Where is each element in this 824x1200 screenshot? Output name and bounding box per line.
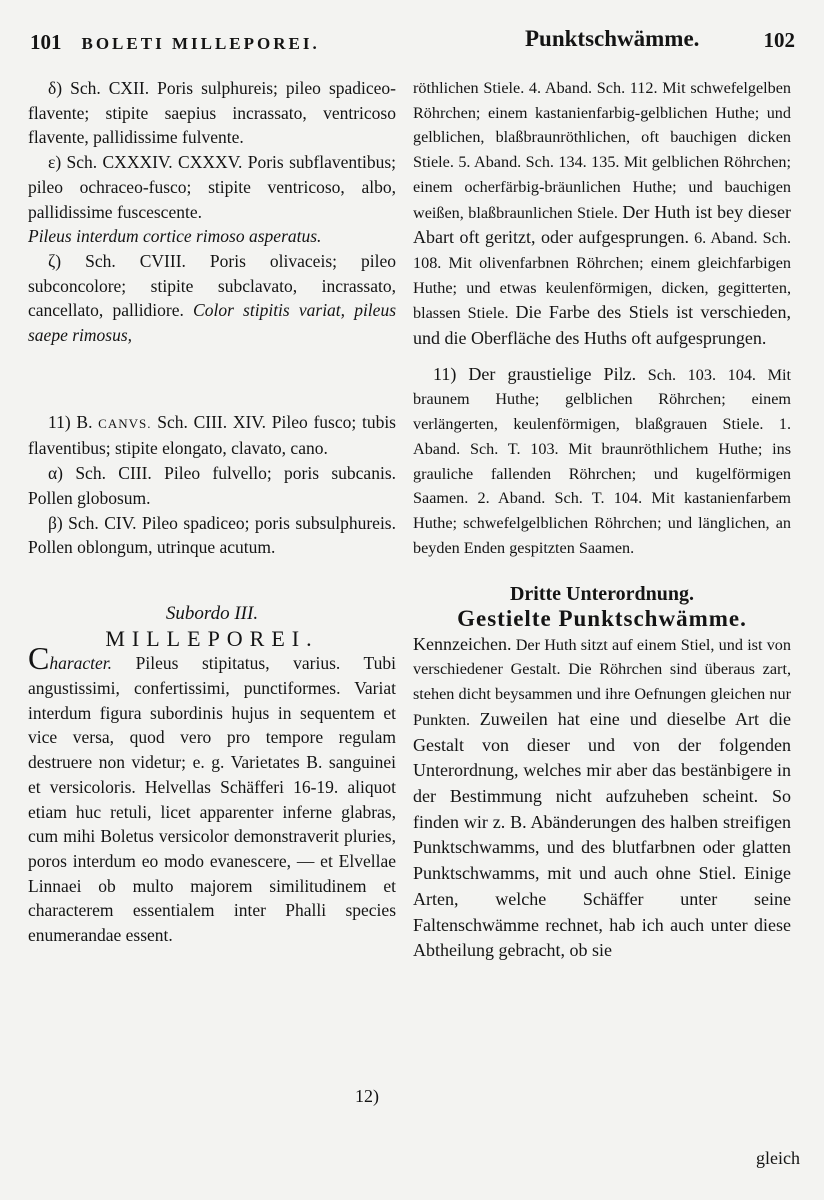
german-kennzeichen-label: Kennzeichen.	[413, 633, 512, 654]
right-running-title: Punktschwämme.	[525, 26, 700, 51]
german-catchword: gleich	[756, 1148, 800, 1168]
latin-section-heading: MILLEPOREI.	[105, 625, 319, 651]
latin-drop-cap: C	[28, 640, 50, 677]
latin-column	[28, 76, 396, 948]
latin-variety-zeta	[28, 249, 396, 348]
right-page-header	[525, 26, 795, 52]
german-kennzeichen-paragraph	[413, 632, 791, 964]
latin-variety-epsilon: ε) Sch. CXXXIV. CXXXV. Poris subflaventibus; pileo ochraceo-fusco; stipite ventricoso, albo, pallidissime fuscescente.	[28, 152, 396, 222]
german-section-heading: Gestielte Punktschwämme.	[457, 606, 747, 632]
latin-species-11	[28, 410, 396, 461]
left-page-header	[30, 30, 320, 55]
right-page-number: 102	[763, 28, 795, 52]
german-species-11-text: Sch. 103. 104. Mit braunem Huthe; gelblichen Röhrchen; einem verlängerten, keulenförmigen, blaßgrauen Stiele. 1. Aband. Sch. T. 103. Mit braunröthlichem Huthe; ins grauliche fallenden Röhrchen; und kugelförmigen Saamen. 2. Aband. Sch. T. 104. Mit kastanienfarbem Huthe; schwefelgelblichen Röhrchen; und länglichen, an beyden Enden gespitzten Saamen.	[413, 365, 791, 557]
left-page-number: 101	[30, 30, 62, 54]
latin-variety-zeta-text: ζ) Sch. CVIII. Poris olivaceis; pileo subconcolore; stipite subclavato, incrassato, cancellato, pallidiore.	[28, 250, 396, 321]
latin-subordo-heading: Subordo III.	[165, 602, 259, 624]
latin-character-label: haracter.	[49, 653, 113, 674]
german-kennzeichen-text: Der Huth sitzt auf einem Stiel, und ist von verschiedener Gestalt. Die Röhrchen sind überaus zart, stehen dicht beysammen und ihre Oefnungen gleichen nur Punkten.	[413, 635, 791, 729]
german-varieties-note-2: Die Farbe des Stiels ist verschieden, und die Oberfläche des Huths oft aufgesprungen.	[413, 302, 791, 349]
german-subordo-heading: Dritte Unterordnung.	[509, 583, 695, 606]
latin-species-11-name: CANVS.	[98, 415, 152, 431]
latin-character-paragraph	[28, 640, 396, 947]
german-varieties-note: Der Huth ist bey dieser Abart oft geritzt, oder aufgesprungen.	[413, 201, 791, 248]
german-varieties-paragraph	[413, 76, 791, 352]
latin-species-11-number: 11) B.	[48, 411, 99, 432]
german-column	[413, 76, 791, 964]
latin-variety-beta: β) Sch. CIV. Pileo spadiceo; poris subsulphureis. Pollen oblongum, utrinque acutum.	[28, 512, 396, 558]
left-running-title: BOLETI MILLEPOREI.	[81, 34, 320, 53]
german-species-11	[413, 362, 791, 561]
latin-character-text: Pileus stipitatus, varius. Tubi angustissimi, confertissimi, punctiformes. Variat interdum figura subordinis hujus in sequentem et vice versa, quod vero pro tempore regulam destruere non videtur; e. g. Varietates B. sanguinei et versicoloris. Helvellas Schäfferi 16-19. aliquot etiam huc retuli, licet apparenter inferne glabras, cum mihi Boletus versicolor demonstraverit pluries, poros interdum eo modo evanescere, — et Elvellae Linnaei ob multo majorem similitudinem et characterem essentialem inter Phalli species enumerandae essent.	[28, 653, 396, 946]
latin-species-11-text: Sch. CIII. XIV. Pileo fusco; tubis flaventibus; stipite elongato, clavato, cano.	[28, 411, 396, 459]
german-varieties-text: röthlichen Stiele. 4. Aband. Sch. 112. Mit schwefelgelben Röhrchen; einem kastanienfarbig-gelblichen Huthe; und gelblichen, blaßbraunröthlichen, oft bauchigen dicken Stiele. 5. Aband. Sch. 134. 135. Mit gelblichen Röhrchen; einem ocherfärbig-bräunlichen Huthe; und bauchigen weißen, blaßbraunlichen Stiele.	[413, 79, 791, 222]
latin-note-pileus: Pileus interdum cortice rimoso asperatus.	[28, 226, 322, 247]
latin-variety-alpha: α) Sch. CIII. Pileo fulvello; poris subcanis. Pollen globosum.	[28, 463, 396, 508]
german-varieties-text-2: 6. Aband. Sch. 108. Mit olivenfarbnen Röhrchen; einem gleichfarbigen Huthe; und etwas keulenförmigen, dicken, gegitterten, blassen Stiele.	[413, 229, 791, 323]
latin-variety-delta: δ) Sch. CXII. Poris sulphureis; pileo spadiceo-flavente; stipite saepius incrassato, ventricoso flavente, pallidissime fulvente.	[28, 78, 396, 148]
german-species-11-head: 11) Der graustielige Pilz.	[433, 363, 637, 384]
german-kennzeichen-note: Zuweilen hat eine und dieselbe Art die Gestalt von dieser und von der folgenden Unterordnung, welches mir aber das bestänbigere in der Bestimmung nicht aufzuheben scheint. So finden wir z. B. Abänderungen des halben streifigen Punktschwamms, und des blutfarbnen oder glatten Punktschwamms, mit und auch ohne Stiel. Einige Arten, welche Schäffer unter seine Faltenschwämme rechnet, hab ich auch unter diese Abtheilung gebracht, ob sie	[413, 708, 791, 961]
latin-catchword: 12)	[355, 1086, 379, 1106]
latin-variety-zeta-note: Color stipitis variat, pileus saepe rimosus,	[28, 300, 397, 346]
